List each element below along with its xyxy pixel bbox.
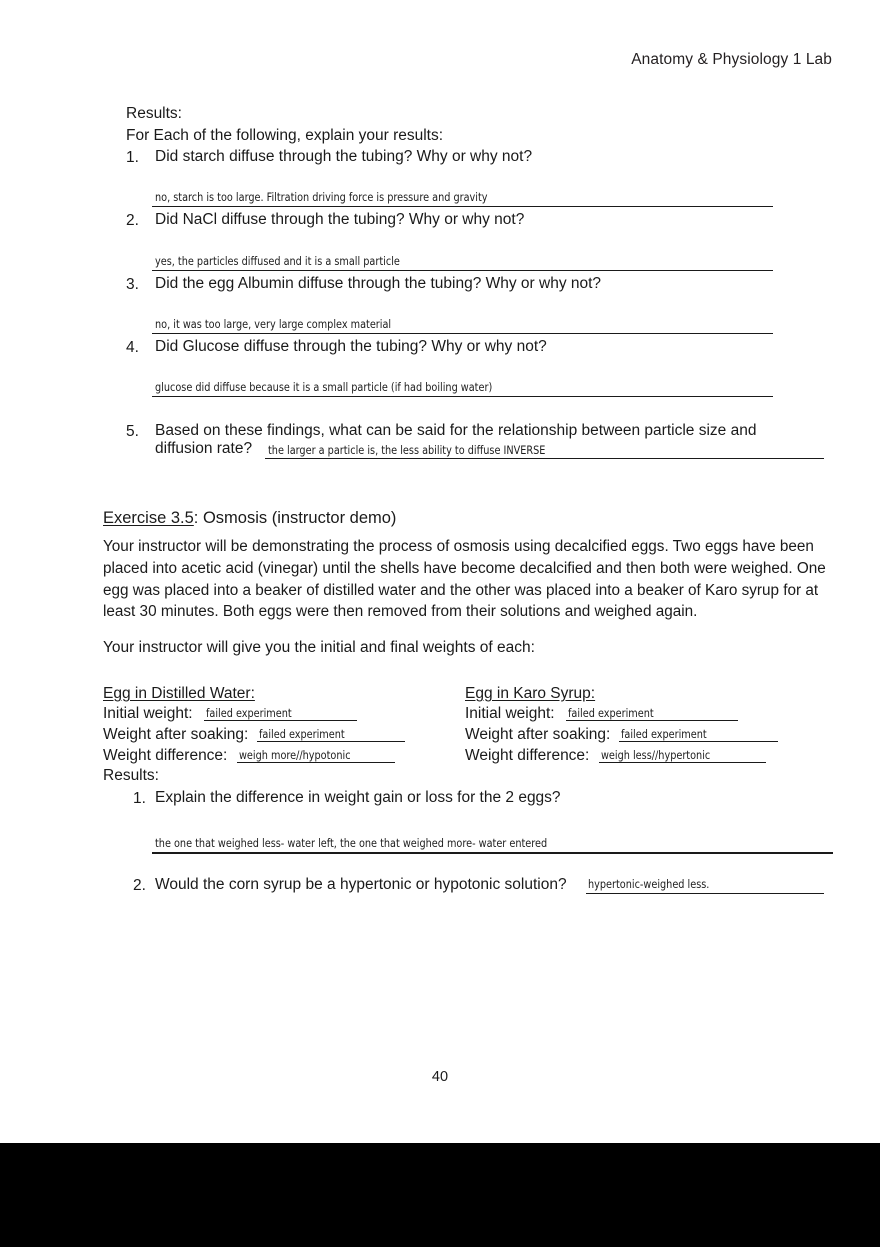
exercise-paragraph: Your instructor will be demonstrating the process of osmosis using decalcified eggs. Two eggs have been placed into acetic acid (vinegar) until the shells have become decalcified and then both were weighed. One egg was placed into a beaker of distilled water and the other was placed into a beaker of Karo syrup for at least 30 minutes. Both eggs were then removed from their solutions and weighed again.	[103, 538, 826, 621]
answer-field-5[interactable]	[268, 441, 566, 459]
answer-rule-4	[152, 396, 773, 397]
right-after-soaking-value: failed experiment	[621, 727, 707, 741]
left-after-soaking-label: Weight after soaking:	[103, 726, 249, 743]
right-weight-difference-value: weigh less//hypertonic	[601, 748, 711, 762]
question-number-1: 1.	[126, 149, 139, 166]
question-prompt-5-line2: diffusion rate?	[155, 440, 253, 457]
question-prompt-1: Did starch diffuse through the tubing? Why or why not?	[155, 148, 533, 165]
question-number-3: 3.	[126, 276, 139, 293]
question-prompt-5-line1: Based on these findings, what can be said for the relationship between particle size and	[155, 422, 757, 439]
answer-field-3[interactable]	[155, 315, 409, 333]
osmosis-answer-rule-1	[152, 852, 833, 854]
question-number-2: 2.	[126, 212, 139, 229]
weights-intro: Your instructor will give you the initial and final weights of each:	[103, 639, 535, 656]
answer-text-1: no, starch is too large. Filtration driving force is pressure and gravity	[155, 190, 488, 204]
left-weight-difference-rule	[237, 762, 395, 763]
page-number: 40	[431, 1069, 449, 1085]
osmosis-answer-text-2: hypertonic-weighed less.	[588, 877, 710, 891]
osmosis-question-prompt-2: Would the corn syrup be a hypertonic or hypotonic solution?	[155, 876, 567, 893]
left-column-heading: Egg in Distilled Water:	[103, 685, 255, 702]
left-weight-difference-label: Weight difference:	[103, 747, 228, 764]
right-weight-difference-rule	[599, 762, 766, 763]
osmosis-answer-text-1: the one that weighed less- water left, the one that weighed more- water entered	[155, 836, 548, 850]
left-weight-difference-value: weigh more//hypotonic	[239, 748, 351, 762]
question-prompt-3: Did the egg Albumin diffuse through the tubing? Why or why not?	[155, 275, 602, 292]
right-weight-difference-label: Weight difference:	[465, 747, 590, 764]
diffusion-instruction: For Each of the following, explain your results:	[126, 127, 444, 144]
left-initial-weight-rule	[204, 720, 357, 721]
running-header: Anatomy & Physiology 1 Lab	[631, 51, 832, 68]
question-prompt-4: Did Glucose diffuse through the tubing? Why or why not?	[155, 338, 547, 355]
osmosis-answer-rule-2	[586, 893, 824, 894]
answer-field-1[interactable]	[155, 188, 513, 206]
answer-text-3: no, it was too large, very large complex material	[155, 317, 392, 331]
answer-field-2[interactable]	[155, 252, 418, 270]
osmosis-question-number-1: 1.	[133, 790, 146, 807]
answer-rule-2	[152, 270, 773, 271]
answer-text-4: glucose did diffuse because it is a small particle (if had boiling water)	[155, 380, 493, 394]
question-number-5: 5.	[126, 423, 139, 440]
osmosis-results-label: Results:	[103, 767, 159, 784]
right-initial-weight-rule	[566, 720, 738, 721]
left-after-soaking-rule	[257, 741, 405, 742]
right-initial-weight-value: failed experiment	[568, 706, 654, 720]
left-after-soaking-value: failed experiment	[259, 727, 345, 741]
answer-field-4[interactable]	[155, 378, 518, 396]
exercise-title: : Osmosis (instructor demo)	[193, 509, 397, 527]
answer-text-5: the larger a particle is, the less ability to diffuse INVERSE	[268, 443, 546, 457]
osmosis-answer-field-1[interactable]	[155, 834, 577, 852]
answer-rule-1	[152, 206, 773, 207]
answer-text-2: yes, the particles diffused and it is a small particle	[155, 254, 400, 268]
osmosis-question-prompt-1: Explain the difference in weight gain or loss for the 2 eggs?	[155, 789, 561, 806]
diffusion-results-label: Results:	[126, 105, 182, 122]
left-initial-weight-label: Initial weight:	[103, 705, 193, 722]
question-prompt-2: Did NaCl diffuse through the tubing? Why or why not?	[155, 211, 525, 228]
left-initial-weight-value: failed experiment	[206, 706, 292, 720]
right-after-soaking-label: Weight after soaking:	[465, 726, 611, 743]
exercise-heading	[103, 509, 396, 528]
right-initial-weight-label: Initial weight:	[465, 705, 555, 722]
osmosis-question-number-2: 2.	[133, 877, 146, 894]
answer-rule-5	[265, 458, 824, 459]
right-after-soaking-rule	[619, 741, 778, 742]
answer-rule-3	[152, 333, 773, 334]
right-column-heading: Egg in Karo Syrup:	[465, 685, 596, 702]
exercise-label: Exercise 3.5	[103, 509, 194, 527]
bottom-black-band	[0, 1143, 880, 1247]
question-number-4: 4.	[126, 339, 139, 356]
osmosis-answer-field-2[interactable]	[588, 875, 719, 893]
